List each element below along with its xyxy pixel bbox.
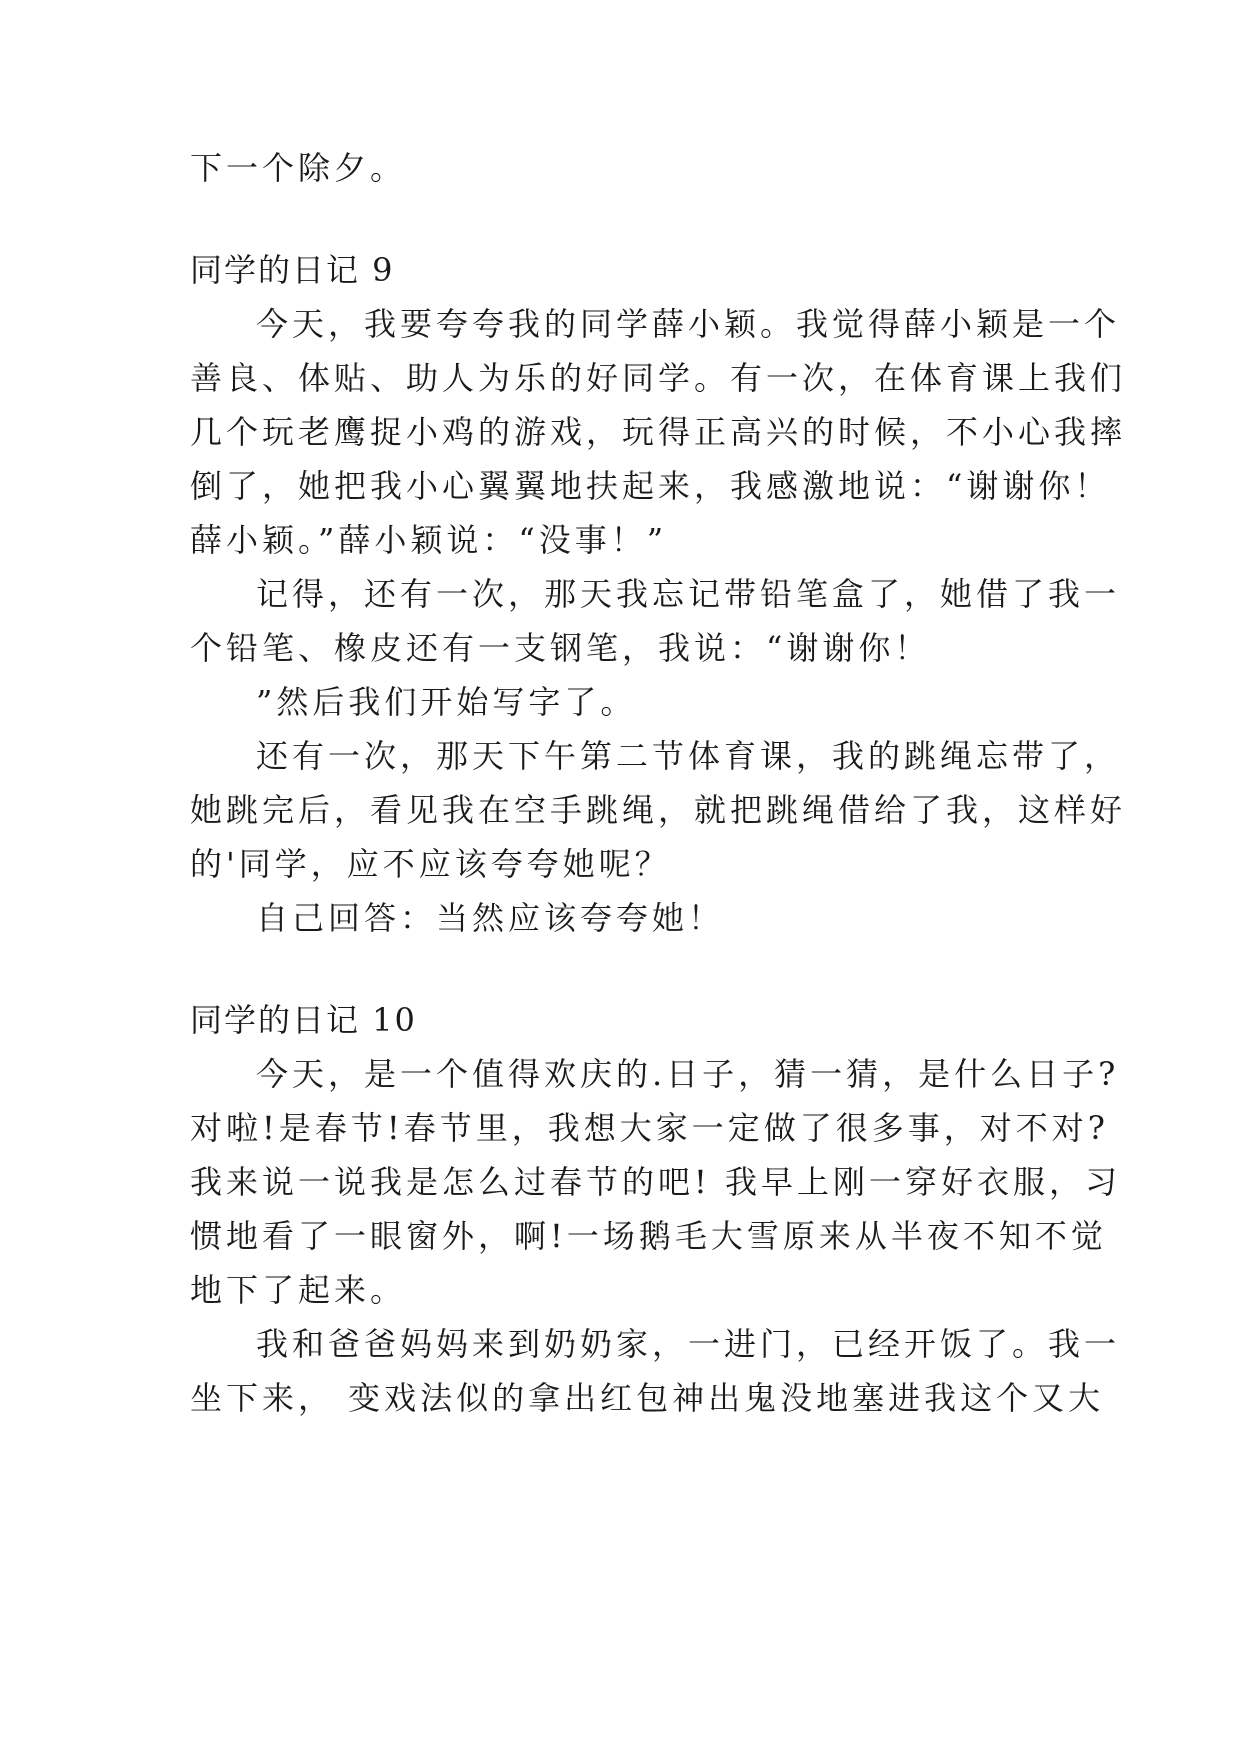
section-title-10: 同学的日记 10 [190, 1001, 417, 1039]
paragraph-line: 今天，是一个值得欢庆的.日子，猜一猜，是什么日子? [256, 1055, 1120, 1093]
paragraph-line: 善良、体贴、助人为乐的好同学。有一次，在体育课上我们 [190, 359, 1127, 397]
paragraph-line: 惯地看了一眼窗外，啊!一场鹅毛大雪原来从半夜不知不觉 [190, 1217, 1107, 1255]
paragraph-line: 今天，我要夸夸我的同学薛小颖。我觉得薛小颖是一个 [256, 305, 1121, 343]
paragraph-line: 我和爸爸妈妈来到奶奶家，一进门，已经开饭了。我一 [256, 1325, 1121, 1363]
paragraph-line: ”然后我们开始写字了。 [256, 683, 637, 721]
continuation-line: 下一个除夕。 [190, 149, 407, 187]
paragraph-line: 自己回答：当然应该夸夸她！ [256, 899, 725, 937]
paragraph-line: 坐下来， 变戏法似的拿出红包神出鬼没地塞进我这个又大 [190, 1379, 1105, 1417]
paragraph-line: 倒了，她把我小心翼翼地扶起来，我感激地说：“谢谢你！ [190, 467, 1111, 505]
paragraph-line: 记得，还有一次，那天我忘记带铅笔盒了，她借了我一 [256, 575, 1121, 613]
paragraph-line: 我来说一说我是怎么过春节的吧! 我早上刚一穿好衣服，习 [190, 1163, 1122, 1201]
paragraph-line: 薛小颖。”薛小颖说：“没事！” [190, 521, 668, 559]
paragraph-line: 她跳完后，看见我在空手跳绳，就把跳绳借给了我，这样好 [190, 791, 1127, 829]
paragraph-line: 对啦!是春节!春节里，我想大家一定做了很多事，对不对? [190, 1109, 1109, 1147]
paragraph-line: 地下了起来。 [190, 1271, 407, 1309]
section-title-9: 同学的日记 9 [190, 251, 395, 289]
paragraph-line: 还有一次，那天下午第二节体育课，我的跳绳忘带了， [256, 737, 1121, 775]
paragraph-line: 个铅笔、橡皮还有一支钢笔，我说：“谢谢你！ [190, 629, 931, 667]
paragraph-line: 几个玩老鹰捉小鸡的游戏，玩得正高兴的时候，不小心我摔 [190, 413, 1127, 451]
paragraph-line: 的'同学，应不应该夸夸她呢？ [190, 845, 671, 883]
